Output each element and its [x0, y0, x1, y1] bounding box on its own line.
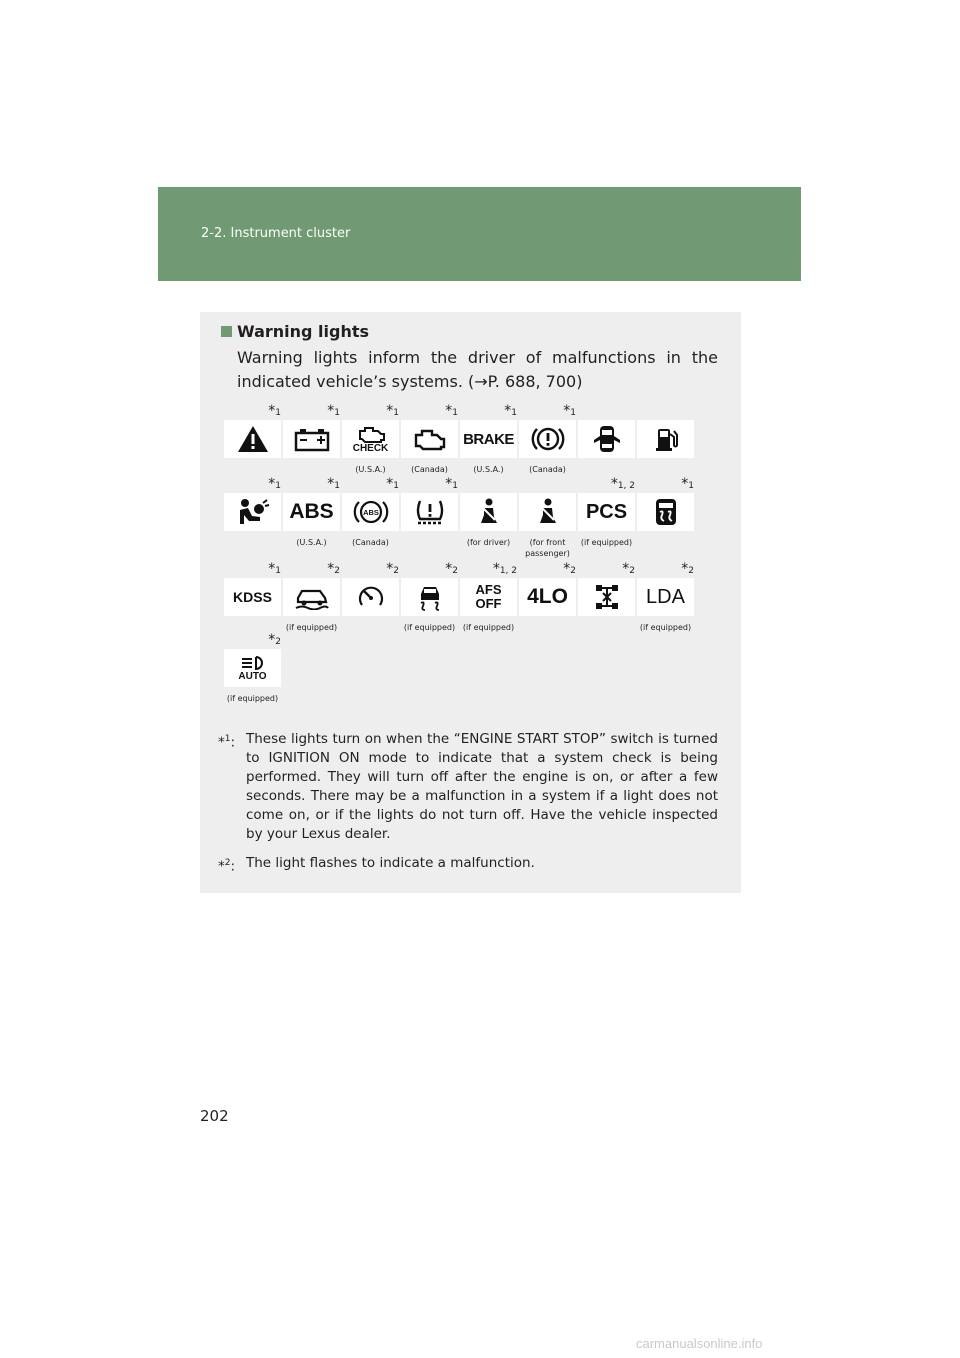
vsc-icon [401, 578, 458, 616]
door-open-icon [578, 420, 635, 458]
footnote-2: *$^2$: The light flashes to indicate a malfunction. [218, 855, 535, 875]
section-heading [221, 322, 369, 341]
icon-cell: *2 AUTO (if equipped) [224, 649, 281, 687]
lda-icon: LDA [637, 578, 694, 616]
icon-cell: *2 [342, 578, 399, 616]
heading-text: Warning lights [237, 322, 370, 341]
height-control-icon [283, 578, 340, 616]
svg-text:ABS: ABS [362, 508, 379, 517]
kdss-icon: KDSS [224, 578, 281, 616]
section-header [158, 187, 801, 281]
icon-cell: *1, 2 PCS (if equipped) [578, 493, 635, 531]
abs-text-icon: ABS [283, 493, 340, 531]
engine-icon [401, 420, 458, 458]
icon-cell: *2 (if equipped) [401, 578, 458, 616]
fuel-pump-icon [637, 420, 694, 458]
icon-cell: *1 CHECK (U.S.A.) [342, 420, 399, 458]
icon-cell: *1 [283, 420, 340, 458]
page-number: 202 [200, 1107, 229, 1125]
brake-text-icon: BRAKE [460, 420, 517, 458]
icon-cell: *1 BRAKE (U.S.A.) [460, 420, 517, 458]
icon-cell: *1 ABS (U.S.A.) [283, 493, 340, 531]
icon-cell: *1 ABS (Canada) [342, 493, 399, 531]
icon-cell [637, 420, 694, 458]
afs-off-icon: AFS OFF [460, 578, 517, 616]
seatbelt-driver-icon [460, 493, 517, 531]
check-engine-icon: CHECK [342, 420, 399, 458]
icon-cell: *1 (Canada) [401, 420, 458, 458]
icon-cell: (for driver) [460, 493, 517, 531]
tire-pressure-icon [401, 493, 458, 531]
seatbelt-passenger-icon [519, 493, 576, 531]
airbag-icon [224, 493, 281, 531]
icon-cell: *2 [578, 578, 635, 616]
abs-circle-icon [342, 493, 399, 531]
icon-cell: *1 KDSS [224, 578, 281, 616]
auto-leveling-icon: AUTO [224, 649, 281, 687]
icon-cell [578, 420, 635, 458]
center-diff-icon [578, 578, 635, 616]
icon-cell: *2 (if equipped) [283, 578, 340, 616]
icon-cell: *1, 2 AFS OFF (if equipped) [460, 578, 517, 616]
icon-cell: *1 (Canada) [519, 420, 576, 458]
icon-cell: *1 [224, 420, 281, 458]
skid-icon [637, 493, 694, 531]
icon-cell: *1 [401, 493, 458, 531]
speedometer-icon [342, 578, 399, 616]
icon-cell: *1 [224, 493, 281, 531]
icon-cell: (for front passenger) [519, 493, 576, 531]
icon-cell: *2 LDA (if equipped) [637, 578, 694, 616]
icon-cell: *1 [637, 493, 694, 531]
watermark: carmanualsonline.info [636, 1336, 763, 1351]
pcs-icon: PCS [578, 493, 635, 531]
footnote-1: *$^1$: These lights turn on when the “ENGINE START STOP” switch is turned to IGNITION ON mode to indicate that a system check is being performed. They will turn off after the engine is on, or after a few seconds. There may be a malfunction in a system if a light does not come on, or if the lights do not turn off. Have the vehicle inspected by your Lexus dealer. [218, 731, 718, 842]
warning-lights-panel [200, 312, 741, 893]
4lo-icon: 4LO [519, 578, 576, 616]
bullet-square-icon [221, 326, 232, 337]
battery-icon [283, 420, 340, 458]
intro-text: Warning lights inform the driver of malfunctions in the indicated vehicle’s systems. (→P. 688, 700) [237, 348, 718, 391]
brake-circle-icon [519, 420, 576, 458]
warning-triangle-icon [224, 420, 281, 458]
icon-cell: *2 4LO [519, 578, 576, 616]
header-title: 2-2. Instrument cluster [201, 226, 351, 241]
